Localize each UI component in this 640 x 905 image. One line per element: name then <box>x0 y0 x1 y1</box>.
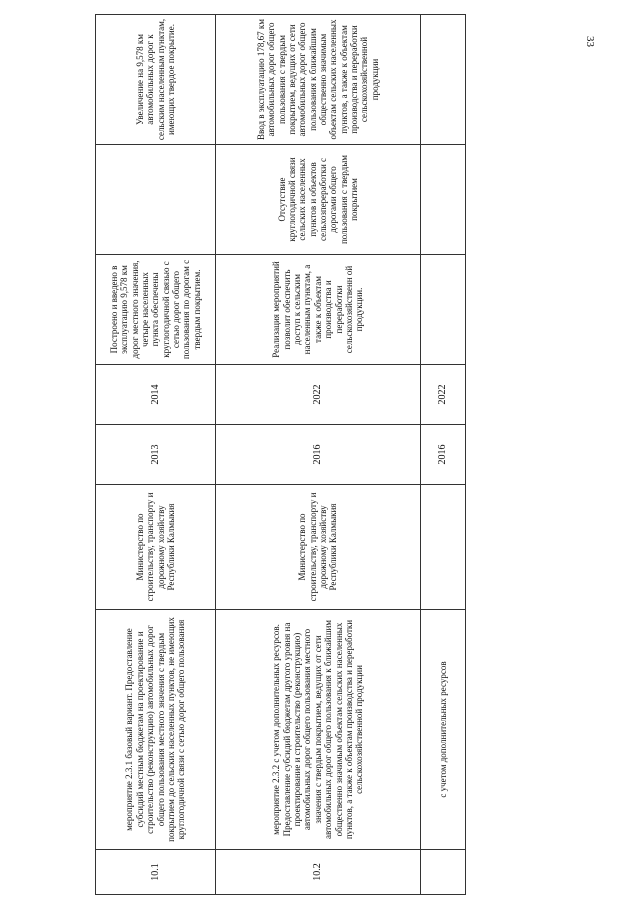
summary-empty-cell <box>421 15 466 145</box>
measure-cell: мероприятие 2.3.1 базовый вариант. Предоставление субсидий местным бюджетам на проектирование и строительство (реконструкцию) автомобильных дорог общего пользования местного значения с твердым покрытием до сельских населенных пунктов, не имеющих круглогодичной связи с сетью дорог общего пользования <box>96 610 216 850</box>
summary-empty-cell <box>421 145 466 255</box>
summary-row <box>421 15 466 895</box>
summary-empty-cell <box>421 485 466 610</box>
executor-cell: Министерство по строительству, транспорту и дорожному хозяйству Республики Калмыкия <box>96 485 216 610</box>
measures-table <box>95 14 466 895</box>
result-cell: Построено и введено в эксплуатацию 9,578 км дорог местного значения, четыре населенных пункта обеспечены круглогодичной связью с сетью дорог общего пользования по дорогам с твердым покрытием. <box>96 255 216 365</box>
measure-cell: мероприятие 2.3.2 с учетом дополнительных ресурсов. Предоставление субсидий бюджетам другого уровня на проектирование и строительство (реконструкцию) автомобильных дорог общего пользования местного значения с твердым покрытием, ведущих от сети автомобильных дорог общего пользования к ближайшим общественно значимым объектам сельских населенных пунктов, а также к объектам производства и переработки сельскохозяйственной продукции <box>216 610 421 850</box>
table-row <box>96 15 216 895</box>
row-number: 10.2 <box>216 850 421 895</box>
summary-empty-cell <box>421 255 466 365</box>
indicator-cell: Увеличение на 9,578 км автомобильных дорог к сельским населенным пунктам, имеющих твердое покрытие. <box>96 15 216 145</box>
summary-start-year: 2016 <box>421 425 466 485</box>
end-year-cell: 2014 <box>96 365 216 425</box>
row-number: 10.1 <box>96 850 216 895</box>
start-year-cell: 2013 <box>96 425 216 485</box>
result-cell: Реализация мероприятий позволит обеспечить доступ к сельским населенным пунктам, а также к объектам производства и переработки сельскохозяйственн ой продукции. <box>216 255 421 365</box>
consequences-cell <box>96 145 216 255</box>
start-year-cell: 2016 <box>216 425 421 485</box>
page-number: 33 <box>584 36 596 47</box>
rotated-table-container <box>95 15 465 895</box>
executor-cell: Министерство по строительству, транспорту и дорожному хозяйству Республики Калмыкия <box>216 485 421 610</box>
consequences-cell: Отсутствие круглогодичной связи сельских населенных пунктов и объектов сельхозпереработки с дорогами общего пользования с твердым покрытием <box>216 145 421 255</box>
table-row <box>216 15 421 895</box>
end-year-cell: 2022 <box>216 365 421 425</box>
summary-empty-cell <box>421 850 466 895</box>
indicator-cell: Ввод в эксплуатацию 178,67 км автомобильных дорог общего пользования с твердым покрытием, ведущих от сети автомобильных дорог общего пользования к ближайшим общественно значимым объектам сельских населенных пунктов, а также к объектам производства и переработки сельскохозяйственной продукции <box>216 15 421 145</box>
summary-end-year: 2022 <box>421 365 466 425</box>
summary-label: с учетом дополнительных ресурсов <box>421 610 466 850</box>
